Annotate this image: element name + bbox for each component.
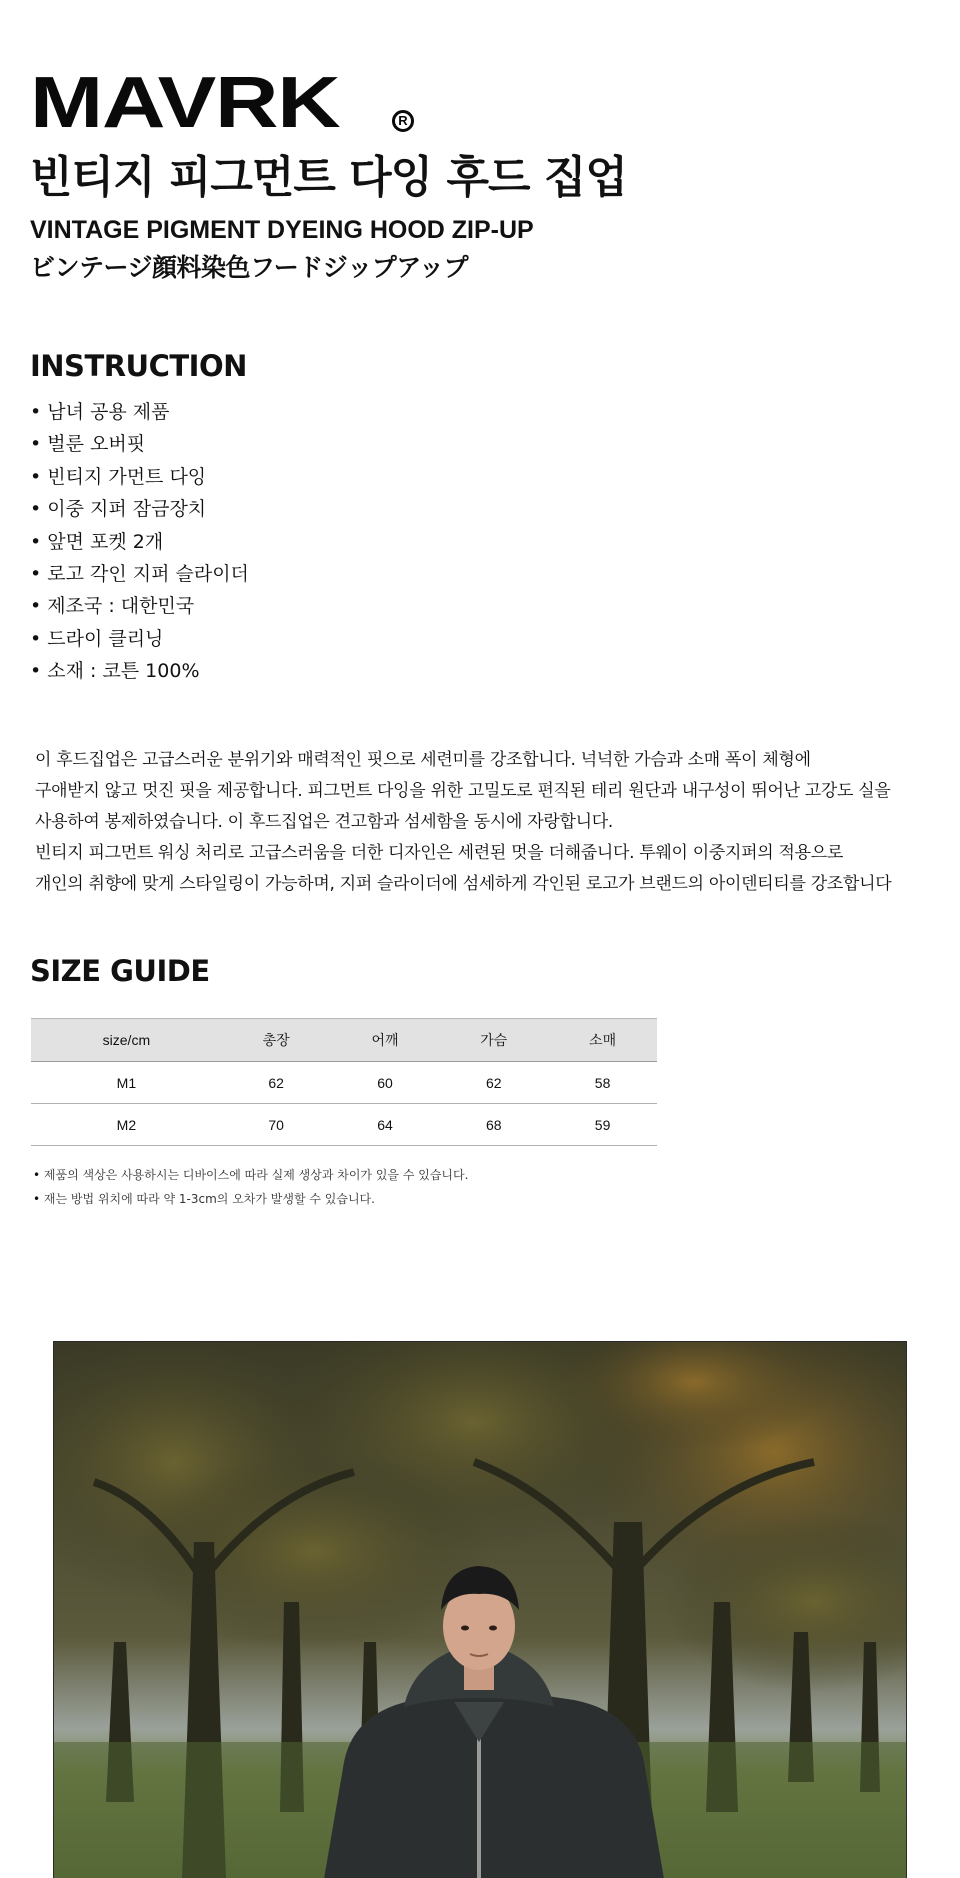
- description-line: 개인의 취향에 맞게 스타일링이 가능하며, 지퍼 슬라이더에 섬세하게 각인된 로고가 브랜드의 아이덴티티를 강조합니다: [35, 874, 892, 894]
- instruction-item: • 드라이 클리닝: [30, 623, 249, 655]
- shoulder-column-header: 어깨: [331, 1019, 440, 1062]
- table-cell: M1: [31, 1062, 222, 1104]
- table-cell: 64: [331, 1104, 440, 1146]
- instruction-heading: INSTRUCTION: [30, 349, 247, 383]
- product-title-japanese: ビンテージ顔料染色フードジップアップ: [30, 253, 469, 282]
- product-title-korean: 빈티지 피그먼트 다잉 후드 집업: [30, 152, 627, 203]
- description-line: 구애받지 않고 멋진 핏을 제공합니다. 피그먼트 다잉을 위한 고밀도로 편직된 테리 원단과 내구성이 뛰어난 고강도 실을: [35, 781, 891, 801]
- instruction-item: • 앞면 포켓 2개: [30, 526, 249, 558]
- size-table-header-row: [31, 1019, 657, 1062]
- table-cell: 58: [548, 1062, 657, 1104]
- description-line: 사용하여 봉제하였습니다. 이 후드집업은 견고함과 섬세함을 동시에 자랑합니다.: [35, 812, 613, 832]
- brand-logo-text: MAVRK: [30, 63, 340, 143]
- instruction-item: • 빈티지 가먼트 다잉: [30, 461, 249, 493]
- instruction-item: • 소재 : 코튼 100%: [30, 655, 249, 687]
- sleeve-column-header: 소매: [548, 1019, 657, 1062]
- table-cell: 70: [222, 1104, 331, 1146]
- instruction-item: • 제조국 : 대한민국: [30, 590, 249, 622]
- instruction-item: • 남녀 공용 제품: [30, 396, 249, 428]
- product-description: [35, 745, 935, 900]
- size-note: • 재는 방법 위치에 따라 약 1-3cm의 오차가 발생할 수 있습니다.: [33, 1187, 468, 1211]
- product-photo: [53, 1341, 907, 1878]
- description-line: 이 후드집업은 고급스러운 분위기와 매력적인 핏으로 세련미를 강조합니다. 넉넉한 가슴과 소매 폭이 체형에: [35, 750, 811, 770]
- size-table: [31, 1018, 657, 1146]
- size-note: • 제품의 색상은 사용하시는 디바이스에 따라 실제 생상과 차이가 있을 수 있습니다.: [33, 1163, 468, 1187]
- table-cell: 62: [222, 1062, 331, 1104]
- table-cell: 60: [331, 1062, 440, 1104]
- model-photo-illustration: [54, 1342, 907, 1878]
- product-title-english: VINTAGE PIGMENT DYEING HOOD ZIP-UP: [30, 216, 534, 244]
- size-notes: [33, 1163, 468, 1211]
- size-guide-heading: SIZE GUIDE: [30, 954, 210, 988]
- table-cell: 68: [439, 1104, 548, 1146]
- chest-column-header: 가슴: [439, 1019, 548, 1062]
- instruction-list: [30, 396, 249, 688]
- instruction-item: • 로고 각인 지퍼 슬라이더: [30, 558, 249, 590]
- size-column-header: size/cm: [31, 1019, 222, 1062]
- description-line: 빈티지 피그먼트 워싱 처리로 고급스러움을 더한 디자인은 세련된 멋을 더해줍니다. 투웨이 이중지퍼의 적용으로: [35, 843, 843, 863]
- instruction-item: • 이중 지퍼 잠금장치: [30, 493, 249, 525]
- instruction-item: • 벌룬 오버핏: [30, 428, 249, 460]
- table-row: [31, 1062, 657, 1104]
- brand-logo: [30, 63, 408, 143]
- table-cell: 62: [439, 1062, 548, 1104]
- length-column-header: 총장: [222, 1019, 331, 1062]
- table-cell: 59: [548, 1104, 657, 1146]
- table-row: [31, 1104, 657, 1146]
- table-cell: M2: [31, 1104, 222, 1146]
- registered-mark-icon: R: [392, 110, 414, 132]
